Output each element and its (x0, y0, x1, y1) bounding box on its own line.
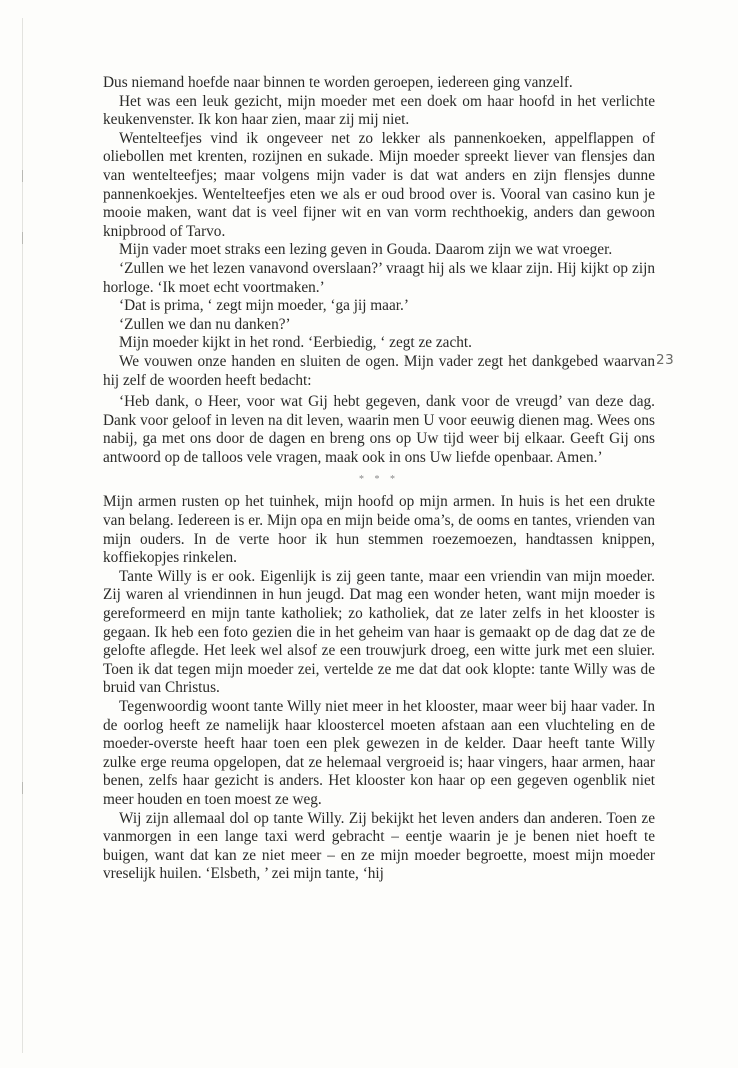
paragraph: Tegenwoordig woont tante Willy niet meer in het klooster, maar weer bij haar vader. In de oorlog heeft ze namelijk haar kloostercel moeten afstaan aan een vluchteling en de moeder-overste heeft haar toen een plek gewezen in de kelder. Daar heeft tante Willy zulke erge reuma opgelopen, dat ze helemaal vergroeid is; haar vingers, haar armen, haar benen, zelfs haar gezicht is anders. Het klooster kon haar op een gegeven ogenblik niet meer houden en toen moest ze weg. (103, 698, 655, 808)
body-text (103, 74, 655, 884)
paragraph: We vouwen onze handen en sluiten de ogen. Mijn vader zegt het dankgebed waarvan hij zelf de woorden heeft bedacht: (103, 352, 655, 389)
paragraph: ‘Zullen we het lezen vanavond overslaan?’ vraagt hij als we klaar zijn. Hij kijkt op zijn horloge. ‘Ik moet echt voortmaken.’ (103, 259, 655, 296)
margin-mark (22, 232, 23, 244)
page-number: 23 (656, 352, 675, 368)
paragraph: ‘Zullen we dan nu danken?’ (119, 315, 291, 333)
paragraph: Mijn armen rusten op het tuinhek, mijn hoofd op mijn armen. In huis is het een drukte van belang. Iedereen is er. Mijn opa en mijn beide oma’s, de ooms en tantes, vrienden van mijn ouders. In de verte hoor ik hun stemmen roezemoezen, handtassen knippen, koffiekopjes rinkelen. (103, 493, 655, 567)
paragraph: ‘Dat is prima, ‘ zegt mijn moeder, ‘ga jij maar.’ (119, 297, 409, 315)
paragraph: Mijn moeder kijkt in het rond. ‘Eerbiedig, ‘ zegt ze zacht. (119, 334, 472, 352)
paragraph: Mijn vader moet straks een lezing geven in Gouda. Daarom zijn we wat vroeger. (119, 241, 613, 259)
paragraph: Wentelteefjes vind ik ongeveer net zo lekker als pannenkoeken, appelflappen of oliebollen met krenten, rozijnen en sukade. Mijn moeder spreekt liever van flensjes dan van wentelteefjes; maar volgens mijn vader is dat wat anders en zijn flensjes dunne pannenkoekjes. Wentelteefjes eten we als er oud brood over is. Vooral van casino kun je mooie maken, want dat is veel fijner wit en van vorm rechthoekig, anders dan gewoon knipbrood of Tarvo. (103, 129, 655, 240)
paragraph: Tante Willy is er ook. Eigenlijk is zij geen tante, maar een vriendin van mijn moeder. Zij waren al vriendinnen in hun jeugd. Dat mag een wonder heten, want mijn moeder is gereformeerd en mijn tante katholiek; zo katholiek, dat ze later zelfs in het klooster is gegaan. Ik heb een foto gezien die in het geheim van haar is gemaakt op de dag dat ze de gelofte aflegde. Het leek wel alsof ze een trouwjurk droeg, een witte jurk met een sluier. Toen ik dat tegen mijn moeder zei, vertelde ze me dat dat ook klopte: tante Willy was de bruid van Christus. (103, 567, 655, 697)
margin-mark (22, 170, 23, 182)
prayer-paragraph: ‘Heb dank, o Heer, voor wat Gij hebt gegeven, dank voor de vreugd’ van deze dag. Dank voor geloof in leven na dit leven, waarin men U voor eeuwig dienen mag. Wees ons nabij, ga met ons door de dagen en breng ons op Uw tijd weer bij elkaar. Geeft Gij ons antwoord op de talloos vele vragen, maak ook in ons Uw liefde openbaar. Amen.’ (103, 393, 655, 466)
paragraph: Wij zijn allemaal dol op tante Willy. Zij bekijkt het leven anders dan anderen. Toen ze vanmorgen in een lange taxi werd gebracht – eentje waarin je je benen niet hoeft te buigen, want dat kan ze niet meer – en ze mijn moeder begroette, moest mijn moeder vreselijk huilen. ‘Elsbeth, ’ zei mijn tante, ‘hij (103, 809, 655, 883)
paragraph: Het was een leuk gezicht, mijn moeder met een doek om haar hoofd in het verlichte keukenvenster. Ik kon haar zien, maar zij mij niet. (103, 92, 655, 129)
section-break: * * * (359, 474, 399, 486)
margin-mark (22, 782, 23, 794)
paragraph: Dus niemand hoefde naar binnen te worden geroepen, iedereen ging vanzelf. (103, 74, 573, 91)
